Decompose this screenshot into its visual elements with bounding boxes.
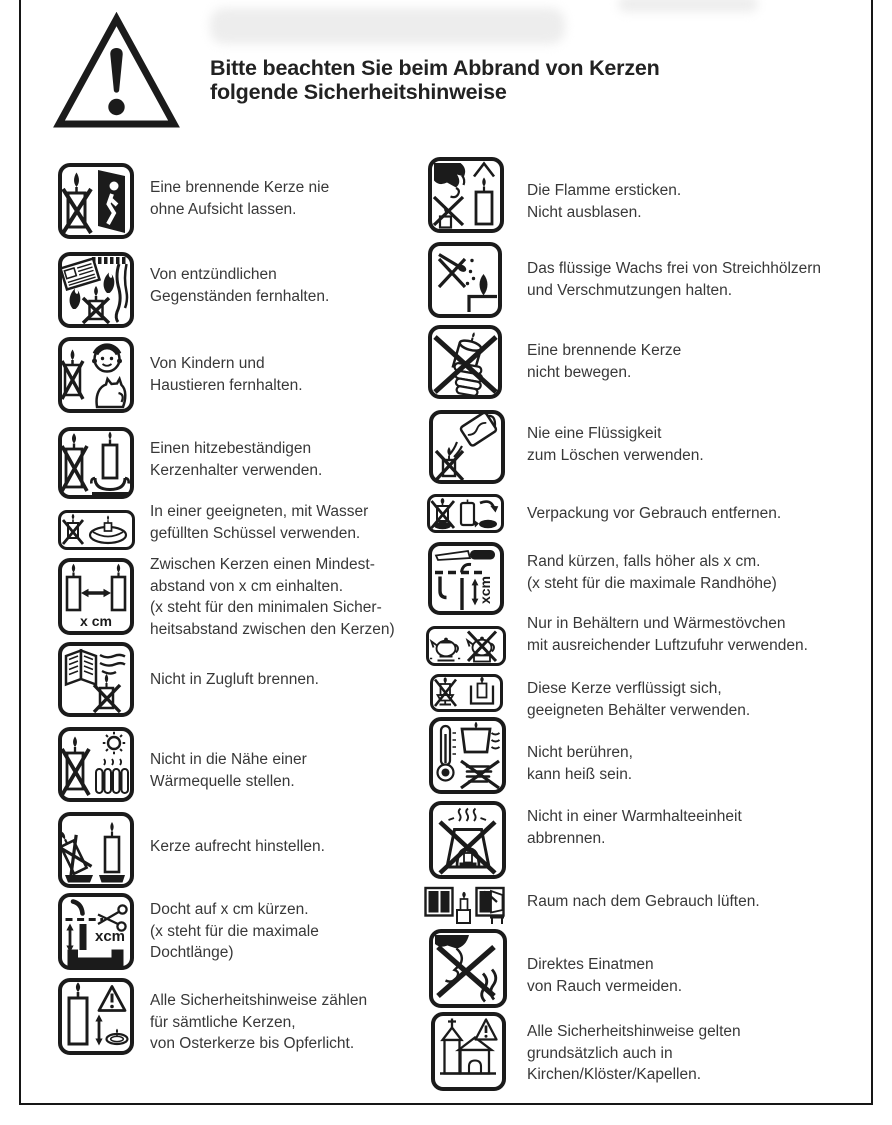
no-draft-icon	[58, 642, 134, 717]
rule-line: grundsätzlich auch in	[527, 1044, 673, 1062]
rule-line: Die Flamme ersticken.	[527, 182, 682, 199]
rule-text	[527, 503, 781, 525]
rule-line: In einer geeigneten, mit Wasser	[150, 503, 369, 520]
remove-packaging-icon	[427, 494, 504, 533]
rule-line: Nicht berühren,	[527, 744, 633, 761]
rule-line: Kirchen/Klöster/Kapellen.	[527, 1066, 702, 1083]
wick-length-label: xcm	[95, 928, 126, 945]
rule-text	[527, 891, 760, 913]
rule-line: (x steht für den minimalen Sicher-	[150, 599, 382, 616]
rule-text	[150, 669, 319, 691]
rule-text	[527, 180, 681, 223]
rule-line: Haustieren fernhalten.	[150, 376, 303, 394]
rule-line: abstand von x cm einhalten.	[150, 577, 344, 595]
rule-line: Kerzenhalter verwenden.	[150, 461, 323, 479]
smother-flame-icon	[428, 157, 504, 233]
rule-text	[527, 806, 742, 849]
candle-distance-icon	[58, 558, 134, 635]
rule-line: Rand kürzen, falls höher als x cm.	[527, 553, 761, 570]
scan-artifact	[618, 0, 758, 12]
rule-line: Dochtlänge)	[150, 944, 234, 961]
rule-text	[150, 264, 329, 307]
rule-line: Von entzündlichen	[150, 266, 277, 283]
all-candle-types-icon	[58, 978, 134, 1055]
rule-line: Nicht in einer Warmhalteeinheit	[527, 808, 742, 825]
ventilate-room-icon	[424, 886, 506, 924]
rule-line: Nicht ausblasen.	[527, 203, 642, 221]
page-title-line2: folgende Sicherheitshinweise	[210, 79, 507, 104]
rule-line: kann heiß sein.	[527, 765, 633, 783]
rule-text	[527, 1021, 741, 1086]
distance-label: x cm	[80, 613, 112, 629]
rule-text	[150, 177, 329, 220]
trim-wick-icon	[58, 893, 134, 970]
rule-text	[527, 423, 704, 466]
scan-artifact	[210, 8, 565, 44]
trim-rim-icon	[428, 542, 504, 615]
rule-text	[150, 749, 307, 792]
rule-line: (x steht für die maximale	[150, 922, 319, 940]
rule-text	[527, 551, 777, 594]
warning-triangle-icon	[53, 12, 180, 137]
hot-surface-icon	[429, 717, 506, 794]
children-pets-icon	[58, 337, 134, 413]
rule-line: Gegenständen fernhalten.	[150, 287, 330, 305]
rule-text	[150, 899, 319, 964]
rule-line: geeigneten Behälter verwenden.	[527, 701, 751, 719]
rule-line: nicht bewegen.	[527, 363, 632, 381]
rule-line: heitsabstand zwischen den Kerzen)	[150, 620, 395, 638]
rule-line: Nicht in die Nähe einer	[150, 751, 307, 768]
rim-height-label: xcm	[476, 575, 493, 605]
no-liquid-icon	[429, 410, 505, 484]
candle-unattended-icon	[58, 163, 134, 239]
rule-text	[150, 836, 325, 858]
rule-line: abbrennen.	[527, 829, 606, 847]
rule-line: Kerze aufrecht hinstellen.	[150, 838, 325, 855]
rule-line: ohne Aufsicht lassen.	[150, 200, 297, 218]
rule-line: Eine brennende Kerze nie	[150, 179, 330, 196]
rule-line: Verpackung vor Gebrauch entfernen.	[527, 505, 782, 522]
rule-line: Zwischen Kerzen einen Mindest-	[150, 556, 375, 573]
rule-line: Docht auf x cm kürzen.	[150, 901, 309, 918]
rule-text	[150, 554, 395, 640]
heatproof-holder-icon	[58, 427, 134, 499]
rule-line: von Osterkerze bis Opferlicht.	[150, 1035, 355, 1052]
rule-text	[527, 742, 633, 785]
no-heat-source-icon	[58, 727, 134, 802]
rule-line: Nie eine Flüssigkeit	[527, 425, 662, 442]
clean-wax-icon	[428, 242, 502, 318]
rule-line: Wärmequelle stellen.	[150, 772, 295, 790]
rule-line: Einen hitzebeständigen	[150, 440, 312, 457]
air-supply-icon	[426, 626, 506, 666]
rule-text	[150, 501, 368, 544]
rule-line: (x steht für die maximale Randhöhe)	[527, 574, 777, 592]
rule-line: Raum nach dem Gebrauch lüften.	[527, 893, 760, 910]
rule-text	[527, 340, 681, 383]
rule-text	[527, 678, 750, 721]
rule-line: zum Löschen verwenden.	[527, 446, 704, 464]
church-use-icon	[431, 1012, 506, 1091]
rule-line: Direktes Einatmen	[527, 956, 654, 973]
rule-text	[150, 438, 322, 481]
rule-line: Diese Kerze verflüssigt sich,	[527, 680, 722, 697]
water-bowl-icon	[58, 510, 135, 550]
rule-line: mit ausreichender Luftzufuhr verwenden.	[527, 636, 808, 654]
rule-line: Alle Sicherheitshinweise gelten	[527, 1023, 741, 1040]
upright-candle-icon	[58, 812, 134, 888]
rule-line: Nur in Behältern und Wärmestövchen	[527, 615, 786, 632]
page-title-line1: Bitte beachten Sie beim Abbrand von Kerzen	[210, 56, 660, 80]
no-food-warmer-icon	[429, 801, 506, 879]
rule-text	[150, 990, 367, 1055]
rule-line: Alle Sicherheitshinweise zählen	[150, 992, 368, 1009]
no-moving-icon	[428, 325, 502, 399]
rule-line: Von Kindern und	[150, 355, 265, 372]
rule-line: gefüllten Schüssel verwenden.	[150, 524, 361, 542]
rule-text	[527, 258, 821, 301]
page-title	[210, 57, 660, 104]
rule-line: von Rauch vermeiden.	[527, 977, 683, 995]
rule-line: Das flüssige Wachs frei von Streichhölzern	[527, 260, 822, 277]
rule-line: und Verschmutzungen halten.	[527, 281, 733, 299]
flammable-objects-icon	[58, 252, 134, 328]
no-smoke-inhale-icon	[429, 929, 507, 1008]
rule-line: Nicht in Zugluft brennen.	[150, 671, 319, 688]
rule-line: für sämtliche Kerzen,	[150, 1013, 296, 1031]
rule-text	[527, 954, 682, 997]
liquefying-candle-icon	[430, 674, 503, 712]
rule-text	[150, 353, 303, 396]
rule-text	[527, 613, 808, 656]
rule-line: Eine brennende Kerze	[527, 342, 682, 359]
